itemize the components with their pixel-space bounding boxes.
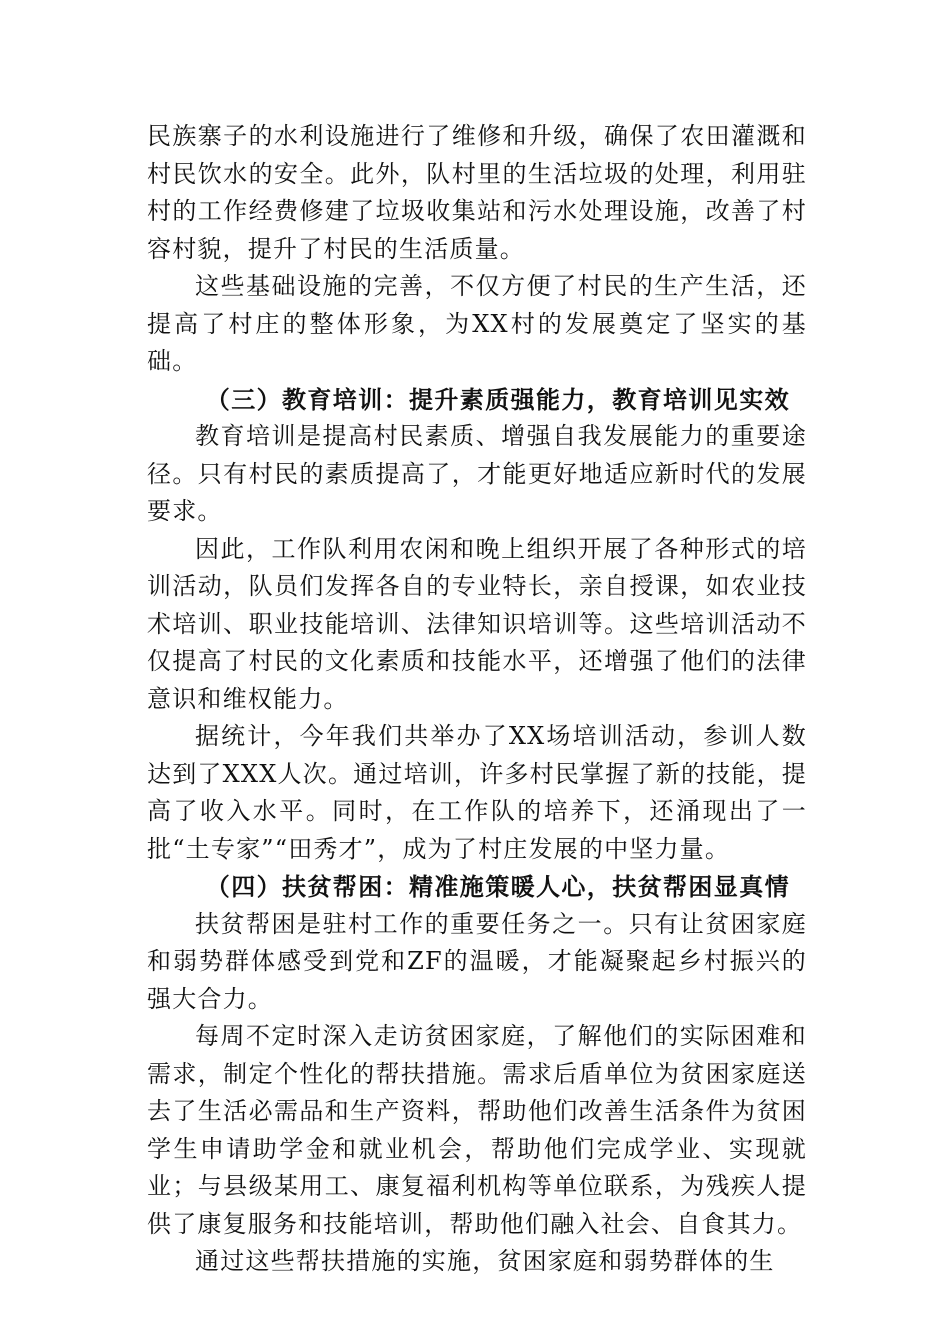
paragraph-poverty-intro: 扶贫帮困是驻村工作的重要任务之一。只有让贫困家庭和弱势群体感受到党和ZF的温暖，才能凝聚起乡村振兴的强大合力。 xyxy=(147,909,807,1013)
paragraph-education-activities: 因此，工作队利用农闲和晚上组织开展了各种形式的培训活动，队员们发挥各自的专业特长，亲自授课，如农业技术培训、职业技能培训、法律知识培训等。这些培训活动不仅提高了村民的文化素质和技能水平，还增强了他们的法律意识和维权能力。 xyxy=(147,534,807,713)
paragraph-education-statistics: 据统计，今年我们共举办了XX场培训活动，参训人数达到了XXX人次。通过培训，许多村民掌握了新的技能，提高了收入水平。同时，在工作队的培养下，还涌现出了一批“土专家”“田秀才”，成为了村庄发展的中坚力量。 xyxy=(147,722,807,863)
paragraph-poverty-results: 通过这些帮扶措施的实施，贫困家庭和弱势群体的生 xyxy=(195,1247,775,1275)
document-body xyxy=(147,118,807,1281)
paragraph-infrastructure-summary: 这些基础设施的完善，不仅方便了村民的生产生活，还提高了村庄的整体形象，为XX村的发展奠定了坚实的基础。 xyxy=(147,272,807,375)
paragraph-education-intro: 教育培训是提高村民素质、增强自我发展能力的重要途径。只有村民的素质提高了，才能更好地适应新时代的发展要求。 xyxy=(147,422,807,525)
paragraph-poverty-measures: 每周不定时深入走访贫困家庭，了解他们的实际困难和需求，制定个性化的帮扶措施。需求后盾单位为贫困家庭送去了生活必需品和生产资料，帮助他们改善生活条件为贫困学生申请助学金和就业机会，帮助他们完成学业、实现就业；与县级某用工、康复福利机构等单位联系，为残疾人提供了康复服务和技能培训，帮助他们融入社会、自食其力。 xyxy=(147,1022,807,1238)
paragraph-continued: 民族寨子的水利设施进行了维修和升级，确保了农田灌溉和村民饮水的安全。此外，队村里的生活垃圾的处理，利用驻村的工作经费修建了垃圾收集站和污水处理设施，改善了村容村貌，提升了村民的生活质量。 xyxy=(147,122,807,263)
section-heading-education: （三）教育培训：提升素质强能力，教育培训见实效 xyxy=(205,384,790,414)
section-heading-poverty-relief: （四）扶贫帮困：精准施策暖人心，扶贫帮困显真情 xyxy=(205,872,790,901)
